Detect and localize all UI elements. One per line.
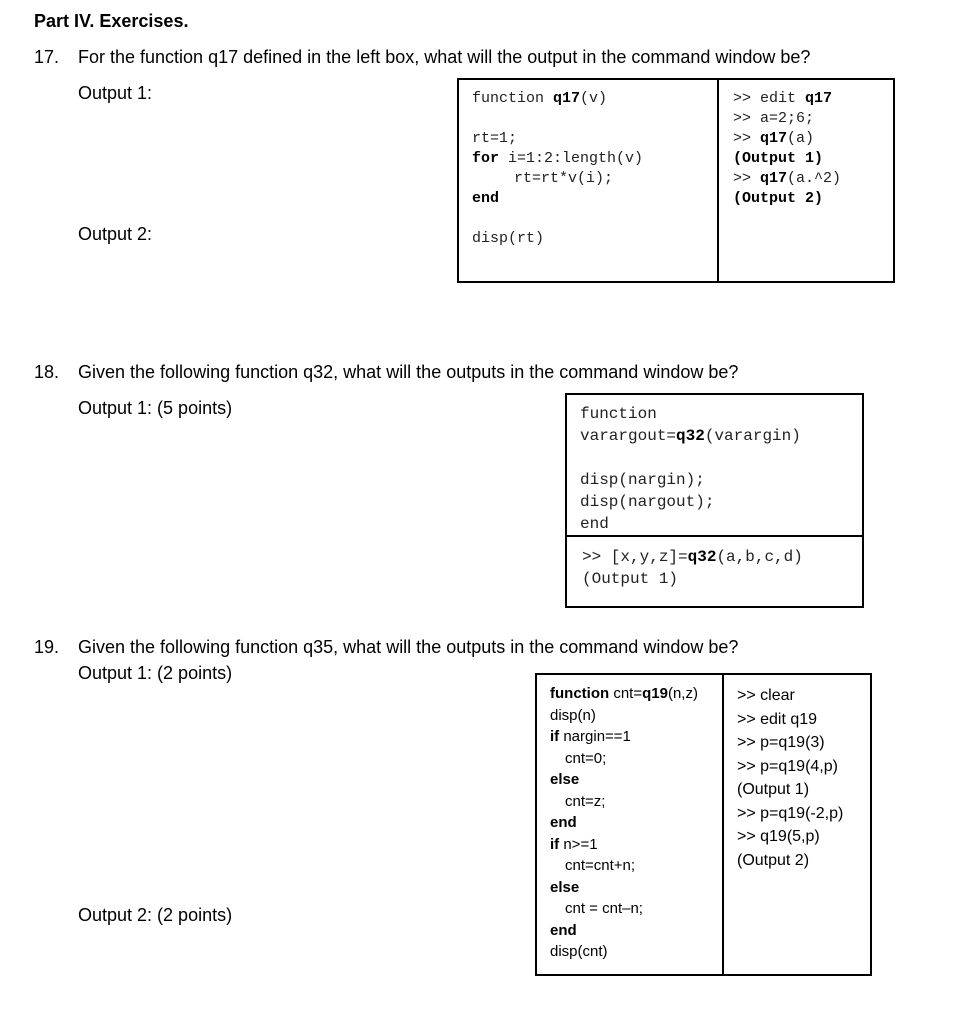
q19-function-code: function cnt=q19(n,z) disp(n) if nargin==1 cnt=0; else cnt=z; end if n>=1 cnt=cnt+n; else cnt = cnt–n; end disp(cnt) — [550, 685, 698, 960]
q18-command-window: >> [x,y,z]=q32(a,b,c,d) (Output 1) — [582, 548, 803, 588]
q17-output1-label: Output 1: — [78, 83, 153, 103]
q18-number: 18. — [34, 362, 60, 382]
q17-box-divider — [717, 78, 719, 283]
q18-box-divider — [565, 535, 864, 537]
q19-number: 19. — [34, 637, 60, 657]
q18-function-code: function varargout=q32(varargin) disp(nargin); disp(nargout); end — [580, 405, 801, 533]
q19-output1-label: Output 1: (2 points) — [78, 663, 233, 683]
q19-output2-label: Output 2: (2 points) — [78, 905, 233, 925]
q18-question: Given the following function q32, what will the outputs in the command window be? — [78, 362, 739, 382]
q17-function-code: function q17(v) rt=1; for i=1:2:length(v) rt=rt*v(i); end disp(rt) — [472, 90, 644, 247]
q19-box-divider — [722, 673, 724, 976]
q18-output1-label: Output 1: (5 points) — [78, 398, 233, 418]
q17-command-window: >> edit q17 >> a=2;6; >> q17(a) (Output 1) >> q17(a.^2) (Output 2) — [733, 90, 842, 207]
q17-output2-label: Output 2: — [78, 224, 153, 244]
part-title: Part IV. Exercises. — [34, 11, 189, 31]
q19-command-window: >> clear >> edit q19 >> p=q19(3) >> p=q19(4,p) (Output 1) >> p=q19(-2,p) >> q19(5,p) (Output 2) — [737, 687, 844, 869]
q19-question: Given the following function q35, what will the outputs in the command window be? — [78, 637, 739, 657]
q17-question: For the function q17 defined in the left box, what will the output in the command window be? — [78, 47, 811, 67]
q17-number: 17. — [34, 47, 60, 67]
